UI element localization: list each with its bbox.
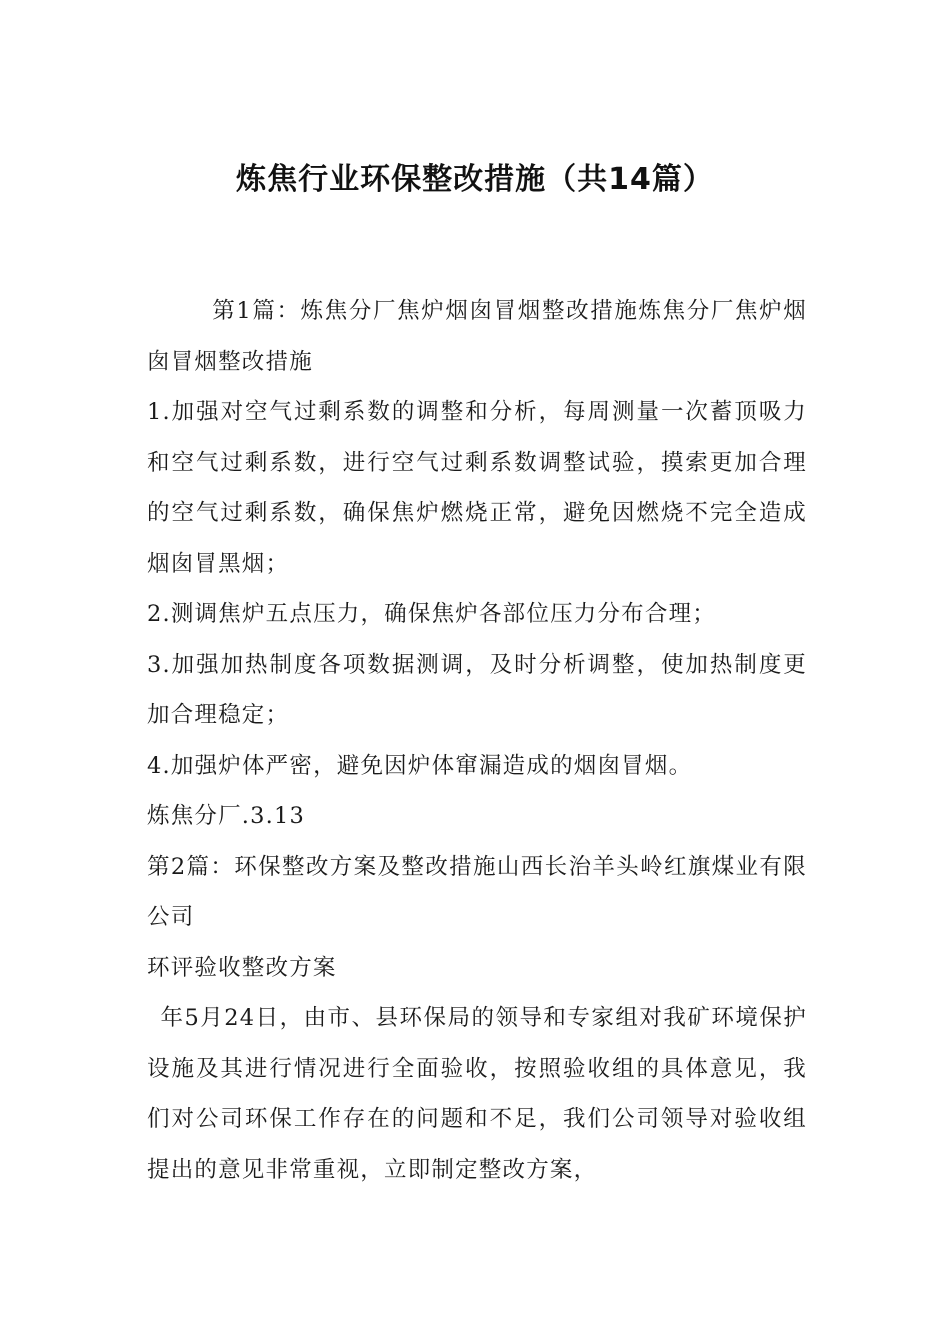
- paragraph-measure-1: 1.加强对空气过剩系数的调整和分析，每周测量一次蓄顶吸力和空气过剩系数，进行空气过剩系数调整试验，摸索更加合理的空气过剩系数，确保焦炉燃烧正常，避免因燃烧不完全造成烟囱冒黑烟；: [147, 399, 807, 577]
- document-title: 炼焦行业环保整改措施（共14篇）: [236, 162, 714, 197]
- paragraph-measure-4: 4.加强炉体严密，避免因炉体窜漏造成的烟囱冒烟。: [147, 752, 693, 779]
- paragraph-chapter-1-heading: 第1篇：炼焦分厂焦炉烟囱冒烟整改措施炼焦分厂焦炉烟囱冒烟整改措施: [147, 298, 807, 375]
- paragraph-signature: 炼焦分厂.3.13: [147, 803, 306, 829]
- paragraph-chapter-2-heading: 第2篇：环保整改方案及整改措施山西长治羊头岭红旗煤业有限公司: [147, 853, 807, 930]
- document-body: [147, 286, 807, 1195]
- paragraph-measure-2: 2.测调焦炉五点压力，确保焦炉各部位压力分布合理；: [147, 601, 716, 627]
- paragraph-measure-3: 3.加强加热制度各项数据测调，及时分析调整，使加热制度更加合理稳定；: [147, 651, 807, 728]
- paragraph-subtitle: 环评验收整改方案: [147, 954, 337, 981]
- paragraph-intro: 年5月24日，由市、县环保局的领导和专家组对我矿环境保护设施及其进行情况进行全面验收，按照验收组的具体意见，我们对公司环保工作存在的问题和不足，我们公司领导对验收组提出的意见非常重视，立即制定整改方案，: [147, 1005, 807, 1183]
